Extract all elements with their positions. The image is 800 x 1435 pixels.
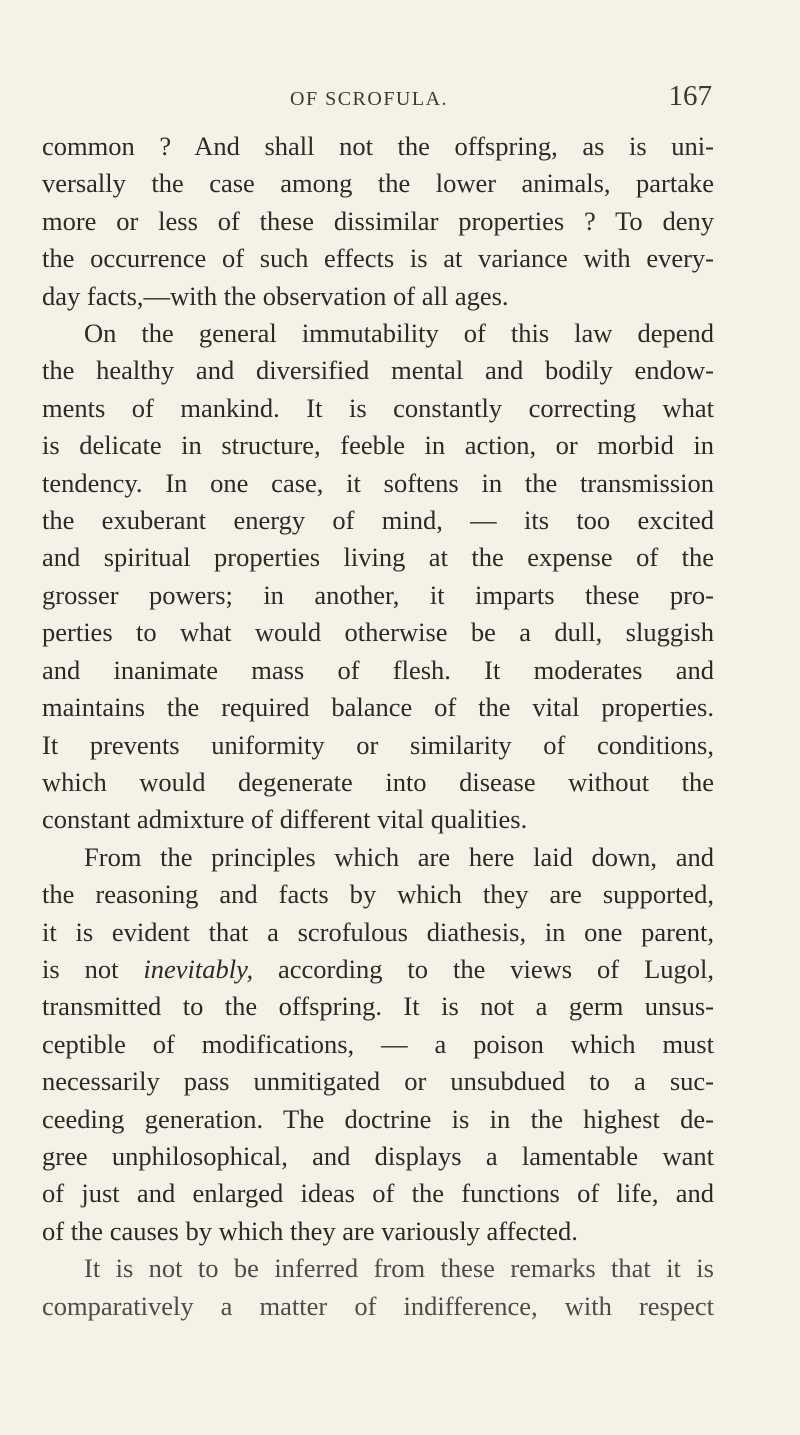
text-line: versally the case among the lower animals, partake (42, 168, 714, 199)
text-line: the healthy and diversified mental and bodily endow- (42, 355, 714, 386)
text-line: It is not to be inferred from these remarks that it is (84, 1253, 714, 1284)
text-line: tendency. In one case, it softens in the transmission (42, 467, 714, 498)
text-line: necessarily pass unmitigated or unsubdued to a suc- (42, 1066, 714, 1097)
text-line: common ? And shall not the offspring, as is uni- (42, 131, 714, 161)
text-line: and inanimate mass of flesh. It moderates and (42, 654, 714, 685)
page-number: 167 (668, 80, 712, 112)
text-line: ceptible of modifications, — a poison which must (42, 1028, 714, 1059)
text-line: of the causes by which they are variously affected. (42, 1215, 578, 1246)
text-line: perties to what would otherwise be a dull, sluggish (42, 617, 714, 648)
text-line: of just and enlarged ideas of the functions of life, and (42, 1178, 714, 1209)
text-line: the exuberant energy of mind, — its too excited (42, 505, 714, 536)
text-line: gree unphilosophical, and displays a lamentable want (42, 1140, 714, 1171)
running-title: OF SCROFULA. (290, 88, 449, 110)
body-text (42, 128, 714, 1325)
text-line: day facts,—with the observation of all ages. (42, 280, 509, 311)
text-line: ceeding generation. The doctrine is in the highest de- (42, 1103, 714, 1134)
text-line: more or less of these dissimilar properties ? To deny (42, 205, 714, 236)
page-header (80, 78, 720, 114)
text-line: constant admixture of different vital qualities. (42, 804, 528, 835)
text-line: From the principles which are here laid down, and (84, 841, 714, 872)
text-line: ments of mankind. It is constantly correcting what (42, 392, 714, 423)
text-line: It prevents uniformity or similarity of conditions, (42, 729, 714, 760)
text-line: maintains the required balance of the vital properties. (42, 692, 714, 723)
text-fragment: is not (42, 953, 119, 984)
text-line: transmitted to the offspring. It is not a germ unsus- (42, 991, 714, 1022)
text-line: and spiritual properties living at the expense of the (42, 542, 714, 573)
text-line: On the general immutability of this law depend (84, 318, 714, 349)
text-line: which would degenerate into disease without the (42, 766, 714, 797)
italic-word: inevitably, (143, 953, 254, 984)
text-line: comparatively a matter of indifference, with respect (42, 1290, 714, 1321)
text-line: grosser powers; in another, it imparts these pro- (42, 579, 714, 610)
text-line: the occurrence of such effects is at variance with every- (42, 243, 714, 274)
text-line: it is evident that a scrofulous diathesis, in one parent, (42, 916, 714, 947)
text-line: the reasoning and facts by which they are supported, (42, 879, 714, 910)
text-line-mixed (42, 951, 714, 988)
text-fragment: according to the views of Lugol, (278, 953, 714, 984)
text-line: is delicate in structure, feeble in action, or morbid in (42, 430, 714, 461)
